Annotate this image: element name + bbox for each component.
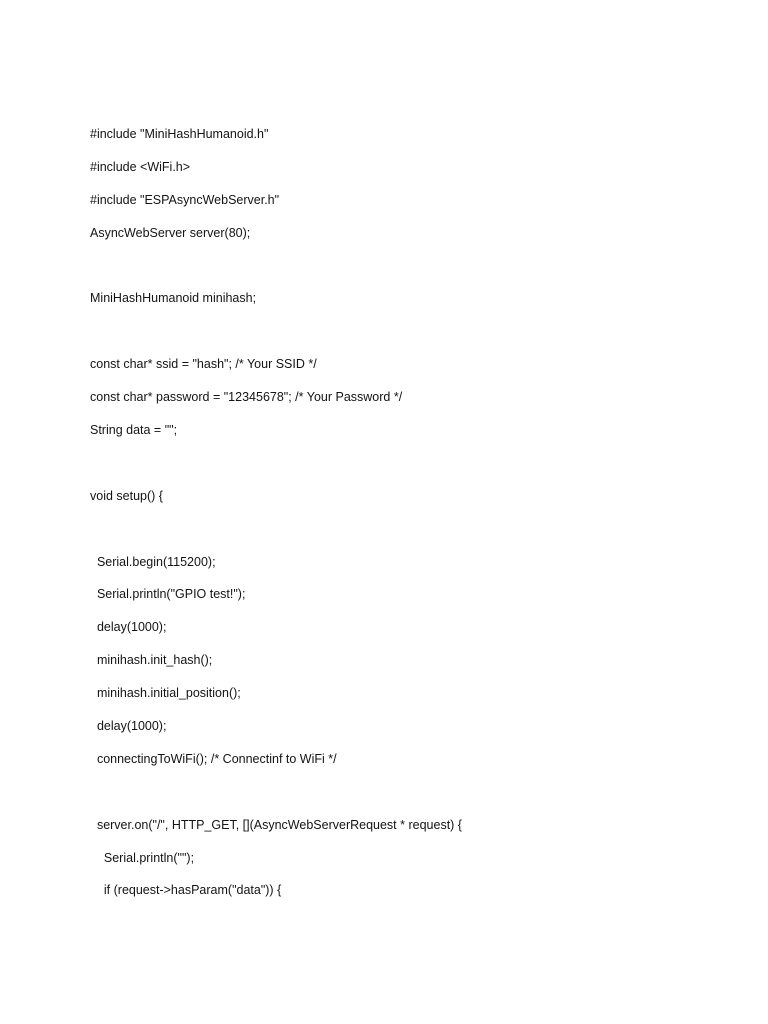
code-line: server.on("/", HTTP_GET, [](AsyncWebServerRequest * request) { <box>90 817 462 832</box>
code-line: MiniHashHumanoid minihash; <box>90 291 257 306</box>
code-listing <box>90 126 728 915</box>
code-line: minihash.initial_position(); <box>90 686 241 701</box>
blank-line <box>90 521 728 537</box>
code-line: delay(1000); <box>90 620 167 635</box>
code-line: String data = ""; <box>90 423 178 438</box>
code-line: #include "MiniHashHumanoid.h" <box>90 127 269 141</box>
code-line: connectingToWiFi(); /* Connectinf to WiFi */ <box>90 751 337 766</box>
code-line: const char* ssid = "hash"; /* Your SSID */ <box>90 357 317 372</box>
code-line: #include <WiFi.h> <box>90 159 191 174</box>
code-line: minihash.init_hash(); <box>90 653 213 668</box>
code-line: if (request->hasParam("data")) { <box>90 883 282 898</box>
blank-line <box>90 455 728 471</box>
code-line: Serial.println(""); <box>90 850 195 865</box>
code-line: const char* password = "12345678"; /* Your Password */ <box>90 390 403 405</box>
code-line: Serial.begin(115200); <box>90 554 216 569</box>
code-line: AsyncWebServer server(80); <box>90 225 251 240</box>
code-line: delay(1000); <box>90 719 167 734</box>
code-line: #include "ESPAsyncWebServer.h" <box>90 192 280 207</box>
blank-line <box>90 258 728 274</box>
blank-line <box>90 784 728 800</box>
blank-line <box>90 323 728 339</box>
code-line: void setup() { <box>90 488 163 503</box>
code-line: Serial.println("GPIO test!"); <box>90 587 246 602</box>
